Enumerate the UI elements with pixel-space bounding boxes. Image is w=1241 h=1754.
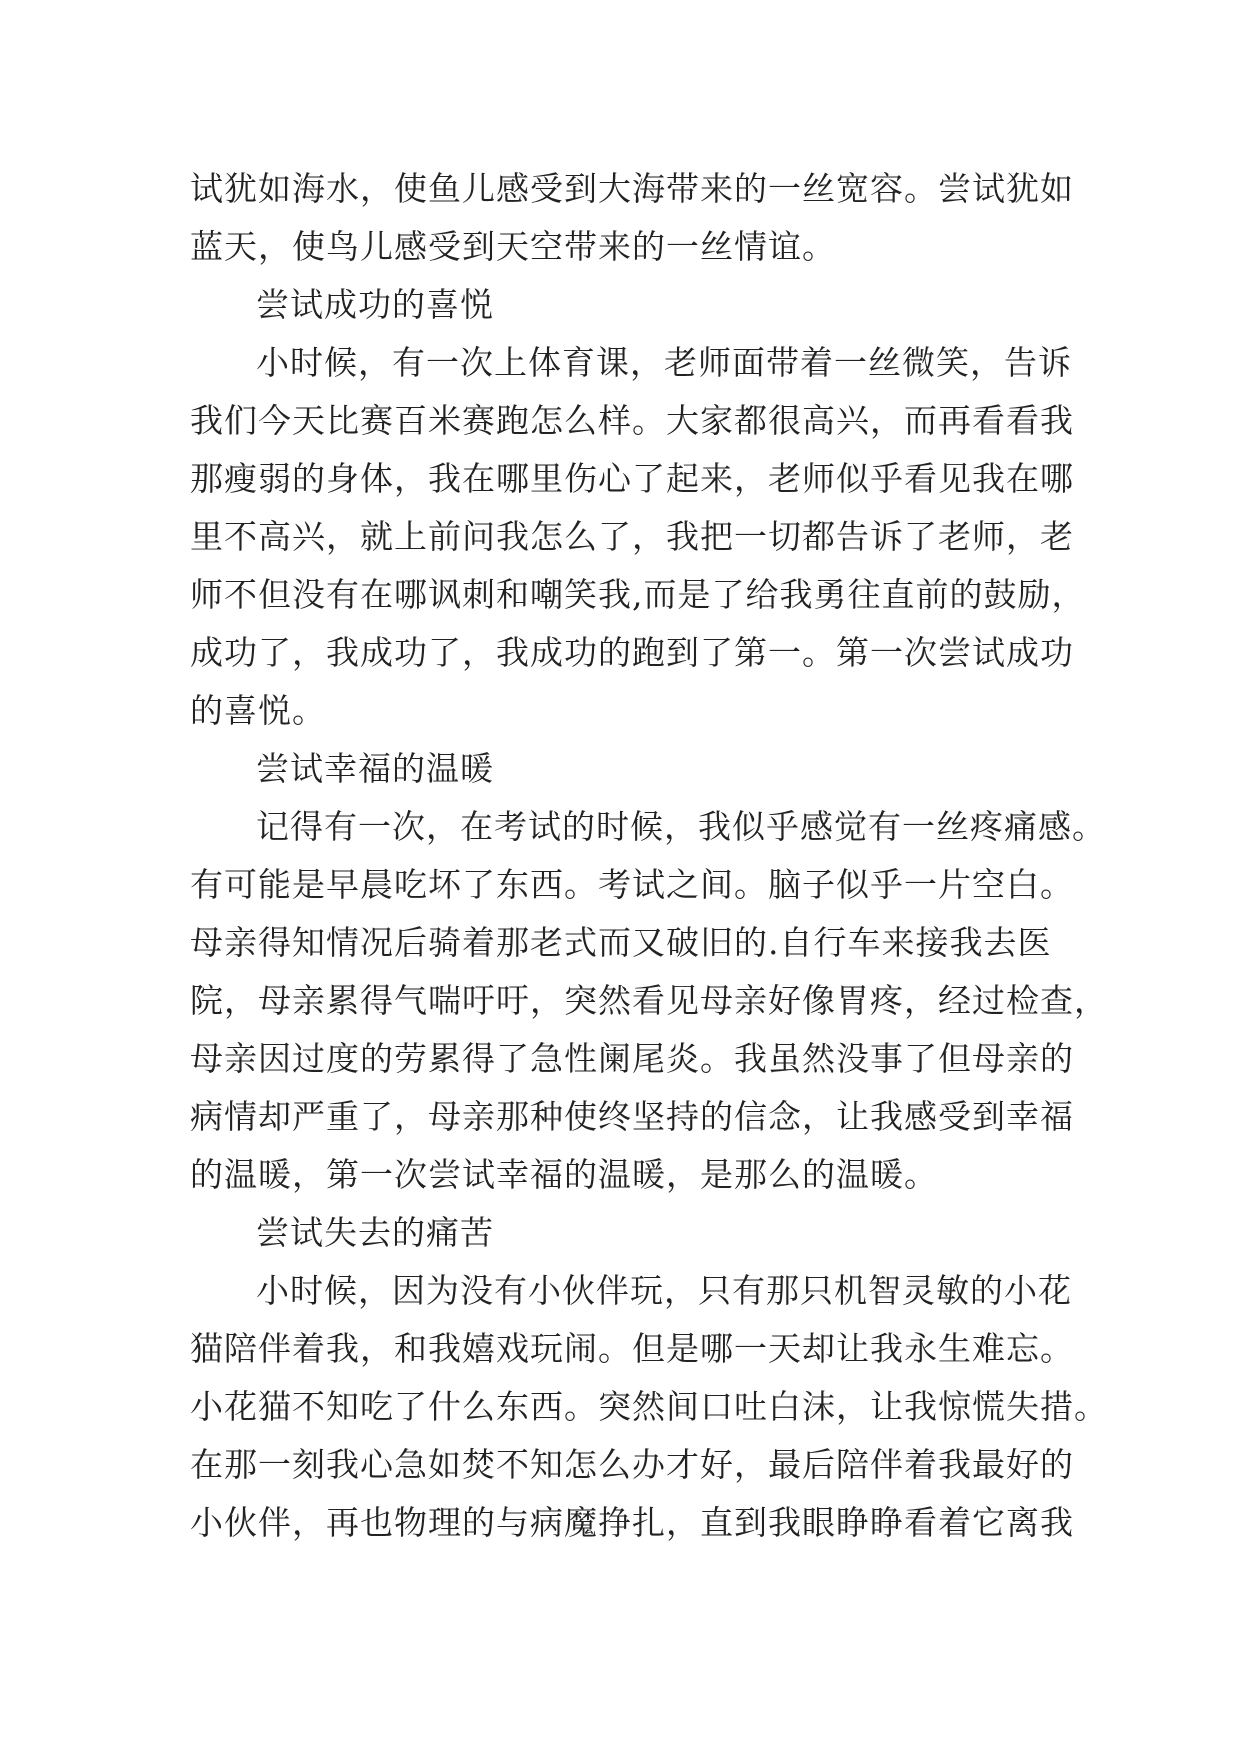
section-heading: 尝试幸福的温暖 — [256, 749, 494, 788]
paragraph-line: 的温暖，第一次尝试幸福的温暖，是那么的温暖。 — [190, 1155, 938, 1194]
paragraph-line: 小时候，有一次上体育课，老师面带着一丝微笑，告诉 — [256, 343, 1072, 382]
paragraph-line: 有可能是早晨吃坏了东西。考试之间。脑子似乎一片空白。 — [190, 865, 1074, 904]
paragraph-line: 母亲得知情况后骑着那老式而又破旧的.自行车来接我去医 — [190, 923, 1052, 962]
paragraph-line: 的喜悦。 — [190, 691, 326, 730]
paragraph-line: 成功了，我成功了，我成功的跑到了第一。第一次尝试成功 — [190, 633, 1074, 672]
paragraph-line: 小花猫不知吃了什么东西。突然间口吐白沫，让我惊慌失措。 — [190, 1387, 1108, 1426]
document-body — [190, 160, 1108, 1552]
paragraph-line: 里不高兴，就上前问我怎么了，我把一切都告诉了老师，老 — [190, 517, 1074, 556]
paragraph-line: 师不但没有在哪讽刺和嘲笑我,而是了给我勇往直前的鼓励， — [190, 575, 1086, 614]
paragraph-line: 小时候，因为没有小伙伴玩，只有那只机智灵敏的小花 — [256, 1271, 1072, 1310]
paragraph-line: 母亲因过度的劳累得了急性阑尾炎。我虽然没事了但母亲的 — [190, 1039, 1074, 1078]
paragraph-line: 蓝天，使鸟儿感受到天空带来的一丝情谊。 — [190, 227, 836, 266]
paragraph-line: 试犹如海水，使鱼儿感受到大海带来的一丝宽容。尝试犹如 — [190, 169, 1074, 208]
paragraph-line: 那瘦弱的身体，我在哪里伤心了起来，老师似乎看见我在哪 — [190, 459, 1074, 498]
paragraph-line: 病情却严重了，母亲那种使终坚持的信念，让我感受到幸福 — [190, 1097, 1074, 1136]
paragraph-line: 猫陪伴着我，和我嬉戏玩闹。但是哪一天却让我永生难忘。 — [190, 1329, 1074, 1368]
paragraph-line: 记得有一次，在考试的时候，我似乎感觉有一丝疼痛感。 — [256, 807, 1106, 846]
paragraph-line: 院，母亲累得气喘吁吁，突然看见母亲好像胃疼，经过检查， — [190, 981, 1108, 1020]
paragraph-line: 在那一刻我心急如焚不知怎么办才好，最后陪伴着我最好的 — [190, 1445, 1074, 1484]
paragraph-line: 小伙伴，再也物理的与病魔挣扎，直到我眼睁睁看着它离我 — [190, 1503, 1074, 1542]
section-heading: 尝试失去的痛苦 — [256, 1213, 494, 1252]
section-heading: 尝试成功的喜悦 — [256, 285, 494, 324]
paragraph-line: 我们今天比赛百米赛跑怎么样。大家都很高兴，而再看看我 — [190, 401, 1074, 440]
